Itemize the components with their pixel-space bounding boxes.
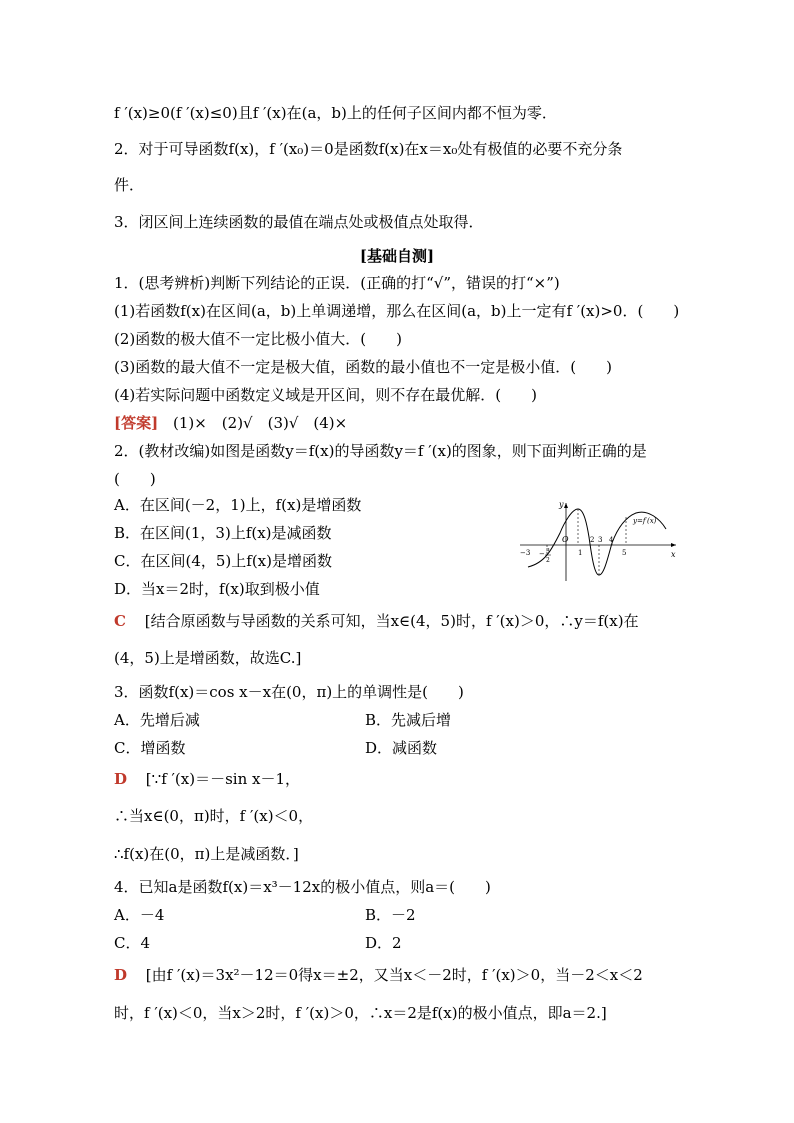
text-line: f ′(x)≥0(f ′(x)≤0)且f ′(x)在(a，b)上的任何子区间内都不恒为零． xyxy=(114,104,557,122)
tick-label: 3 xyxy=(546,548,550,555)
question-3: 3．函数f(x)＝cos x－x在(0，π)上的单调性是( ) xyxy=(114,683,464,701)
answer-3-cont: ∴当x∈(0，π)时，f ′(x)＜0， xyxy=(114,807,314,825)
question-1: 1．(思考辨析)判断下列结论的正误．(正确的打“√”，错误的打“×”) xyxy=(114,274,560,292)
svg-text:−: − xyxy=(539,550,545,558)
option-a: A．在区间(－2，1)上，f(x)是增函数 xyxy=(114,496,362,514)
answer-text: [由f ′(x)＝3x²－12＝0得x＝±2，又当x＜－2时，f ′(x)＞0，当－2＜x＜2 xyxy=(145,966,643,984)
option-a: A．先增后减 xyxy=(114,711,200,729)
answer-2-cont: (4，5)上是增函数，故选C.] xyxy=(114,649,302,667)
option-c: C．增函数 xyxy=(114,739,186,757)
option-b: B．先减后增 xyxy=(365,711,452,729)
answer-tag: [答案] xyxy=(114,414,159,432)
answer-text: [结合原函数与导函数的关系可知，当x∈(4，5)时，f ′(x)＞0，∴y＝f(x)在 xyxy=(144,612,639,630)
answer-4 xyxy=(114,965,643,985)
answer-3 xyxy=(114,769,300,789)
option-b: B．在区间(1，3)上f(x)是减函数 xyxy=(114,524,332,542)
question-1-item: (3)函数的最大值不一定是极大值，函数的最小值也不一定是极小值．( ) xyxy=(114,358,612,376)
option-c: C．在区间(4，5)上f(x)是增函数 xyxy=(114,552,332,570)
curve-label: y=f′(x) xyxy=(633,517,657,525)
y-axis-label: y xyxy=(559,500,564,509)
answer-2 xyxy=(114,611,639,631)
answer-tag: C xyxy=(114,612,126,630)
answer-tag: D xyxy=(114,966,128,984)
origin-label: O xyxy=(562,535,569,544)
x-axis-label: x xyxy=(671,550,676,559)
option-a: A．－4 xyxy=(114,906,165,924)
tick-label: 1 xyxy=(578,549,583,557)
option-b: B．－2 xyxy=(365,906,416,924)
question-2: 2．(教材改编)如图是函数y＝f(x)的导函数y＝f ′(x)的图象，则下面判断正确的是 xyxy=(114,442,647,460)
tick-label: 2 xyxy=(546,557,550,564)
text-line: 件． xyxy=(114,176,145,194)
section-heading: [基础自测] xyxy=(359,247,435,265)
answer-text: (1)× (2)√ (3)√ (4)× xyxy=(172,414,348,432)
tick-label: 2 xyxy=(590,536,595,544)
options-row xyxy=(114,710,452,730)
answer-3-cont: ∴f(x)在(0，π)上是减函数．] xyxy=(114,845,299,863)
options-row xyxy=(114,738,438,758)
option-c: C．4 xyxy=(114,934,151,952)
question-4: 4．已知a是函数f(x)＝x³－12x的极小值点，则a＝( ) xyxy=(114,878,491,896)
text-line: 3．闭区间上连续函数的最值在端点处或极值点处取得． xyxy=(114,213,484,231)
answer-4-cont: 时，f ′(x)＜0，当x＞2时，f ′(x)＞0，∴x＝2是f(x)的极小值点，即a＝2.] xyxy=(114,1004,607,1022)
derivative-graph xyxy=(516,497,686,582)
question-1-item: (2)函数的极大值不一定比极小值大．( ) xyxy=(114,330,402,348)
question-1-item: (1)若函数f(x)在区间(a，b)上单调递增，那么在区间(a，b)上一定有f ′(x)>0．( ) xyxy=(114,302,680,320)
option-d: D．减函数 xyxy=(365,739,438,757)
question-2-paren: ( ) xyxy=(114,470,156,488)
options-row xyxy=(114,905,416,925)
tick-label: 4 xyxy=(609,536,614,544)
answer-tag: D xyxy=(114,770,128,788)
tick-label: −3 xyxy=(520,549,531,557)
text-line: 2．对于可导函数f(x)，f ′(x₀)＝0是函数f(x)在x＝x₀处有极值的必要不充分条 xyxy=(114,140,623,158)
option-d: D．当x＝2时，f(x)取到极小值 xyxy=(114,580,320,598)
answer-text: [∵f ′(x)＝－sin x－1， xyxy=(145,770,301,788)
option-d: D．2 xyxy=(365,934,402,952)
options-row xyxy=(114,933,402,953)
tick-label: 5 xyxy=(622,549,627,557)
question-1-item: (4)若实际问题中函数定义域是开区间，则不存在最优解．( ) xyxy=(114,386,537,404)
tick-label: 3 xyxy=(598,536,603,544)
answer-1 xyxy=(114,413,347,433)
